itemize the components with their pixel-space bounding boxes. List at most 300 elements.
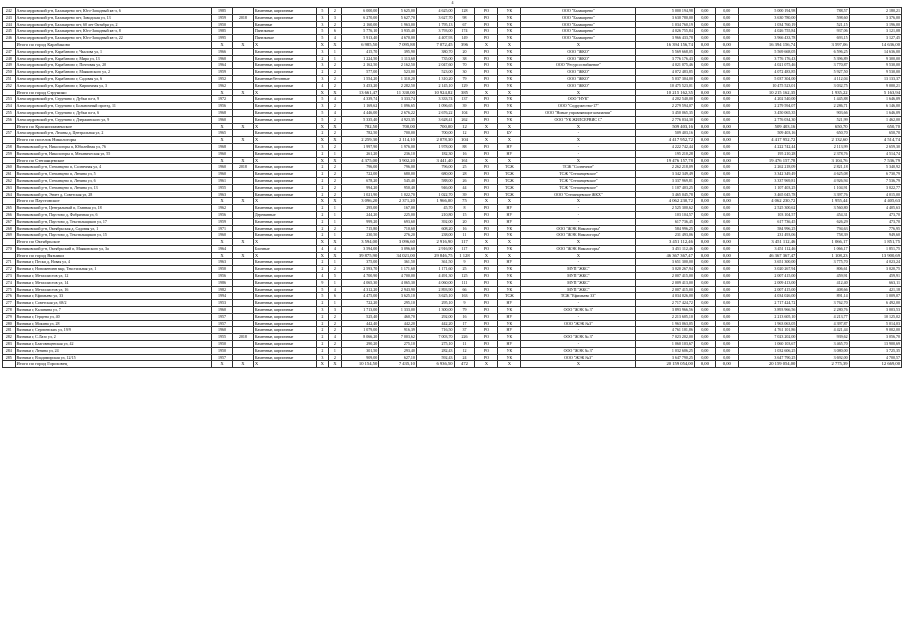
cell-y1: 1960 [212,164,233,171]
cell-y2 [232,218,253,225]
cell-mat: Каменные, кирпичные [253,143,316,150]
cell-a2: 1 333,00 [379,307,417,314]
table-row [3,103,902,110]
cell-en: 4 [329,286,342,293]
cell-f2: 2 821,18 [797,164,849,171]
cell-f3: 9 530,00 [849,62,901,69]
cell-org: ООО "ЖЭК №3" [521,354,636,361]
cell-y1: 1962 [212,82,233,89]
cell-res: 104 [454,109,475,116]
cell-org: ООО "Балакирево" [521,28,636,35]
cell-no: 261 [3,171,16,178]
cell-y1: X [212,137,233,144]
cell-org: ООО "ЖЭК Никологоры" [521,232,636,239]
table-row [3,8,902,15]
cell-addr: Итого по Степанцевское [15,157,212,164]
cell-addr: Александровский р-н, Карабаново г, Кирпичная ул, 3 [15,82,212,89]
cell-en: 4 [329,35,342,42]
cell-mat: Каменные, кирпичные [253,327,316,334]
cell-y2 [232,35,253,42]
cell-a3: 3 625,10 [416,293,454,300]
table-row [3,259,902,266]
cell-z1: 0,00 [694,313,715,320]
cell-f1: 46 367 367,47 [738,252,797,259]
cell-area: 909,00 [341,354,379,361]
cell-en: X [329,41,342,48]
cell-y2 [232,347,253,354]
cell-mat: Каменные, кирпичные [253,177,316,184]
cell-no: 250 [3,69,16,76]
table-row [3,109,902,116]
cell-z1: 0,00 [694,320,715,327]
cell-a3: 1 096,65 [416,103,454,110]
cell-mat: Каменные, кирпичные [253,341,316,348]
cell-res: 161 [454,157,475,164]
cell-cat: РО [475,259,498,266]
cell-z2: 0,00 [715,327,738,334]
cell-f1: 19 476 157,78 [738,157,797,164]
cell-area: 295,00 [341,205,379,212]
cell-addr: Вязниковский р-н, Паустово д, Текстильщиков ул, 15 [15,232,212,239]
cell-a2: 276,20 [379,232,417,239]
cell-cat: РО [475,35,498,42]
cell-en: 2 [329,8,342,15]
cell-a3: 3 333,74 [416,96,454,103]
cell-z2: 0,00 [715,266,738,273]
cell-no: 251 [3,75,16,82]
cell-addr: Вязники г, Ефимьево ул, 33 [15,293,212,300]
cell-no: 273 [3,273,16,280]
cell-f2: 4 421,44 [797,327,849,334]
cell-y2 [232,177,253,184]
cell-fl: 5 [316,35,329,42]
cell-f2: 454,31 [797,211,849,218]
cell-z2: 0,00 [715,259,738,266]
cell-a3: 2 893,90 [416,286,454,293]
cell-y1: X [212,361,233,368]
cell-cost: 2 213 605,10 [636,313,695,320]
cell-y2 [232,279,253,286]
cell-cat: РО [475,205,498,212]
cell-sp: УК [498,62,521,69]
cell-addr: Александровский р-н, Струнино г, Больничный проезд, 11 [15,103,212,110]
total-row [3,239,902,246]
cell-area: 2 593,70 [341,266,379,273]
cell-z2: 0,00 [715,62,738,69]
cell-z2: 0,00 [715,164,738,171]
cell-area: 2 259,30 [341,137,379,144]
cell-fl: 9 [316,279,329,286]
cell-f2: 521,99 [797,116,849,123]
cell-y2 [232,143,253,150]
cell-addr: Вязники г, Мокина ул, 28 [15,320,212,327]
cell-addr: Вязники г, Благовещенская ул, 42 [15,341,212,348]
cell-f3: 9 300,00 [849,55,901,62]
cell-en: 6 [329,293,342,300]
cell-cat: РО [475,109,498,116]
cell-f2: 650,70 [797,123,849,130]
cell-area: 715,80 [341,225,379,232]
cell-res: 128 [454,8,475,15]
cell-z2: 0,00 [715,286,738,293]
cell-f2: 4 213,77 [797,313,849,320]
cell-y1: X [212,123,233,130]
cell-fl: 5 [316,293,329,300]
table-row [3,62,902,69]
cell-no: 244 [3,21,16,28]
cell-no: 255 [3,109,16,116]
cell-mat: Каменные, кирпичные [253,69,316,76]
cell-sp: УК [498,334,521,341]
cell-mat: Каменные, кирпичные [253,55,316,62]
cell-sp: ТСЖ [498,164,521,171]
cell-res: 16 [454,150,475,157]
cell-res: 8 [454,205,475,212]
cell-y1: 1956 [212,211,233,218]
cell-y2: 2018 [232,14,253,21]
cell-a3: 282,43 [416,347,454,354]
cell-cost: 1 060 103,67 [636,341,695,348]
cell-en: 4 [329,245,342,252]
cell-y1: 1961 [212,177,233,184]
cell-sp: УК [498,55,521,62]
cell-f3: 459,91 [849,273,901,280]
cell-a2: 4 065,30 [379,279,417,286]
cell-a2: 167,00 [379,205,417,212]
cell-fl: 2 [316,225,329,232]
cell-area: 4 339,74 [341,96,379,103]
cell-addr: Александровский р-н, Карабаново г, Мира ул, 13 [15,55,212,62]
table-row [3,75,902,82]
cell-a3: 4 625,00 [416,8,454,15]
cell-z1: 0,00 [694,307,715,314]
cell-y2 [232,286,253,293]
cell-f2: 459,91 [797,273,849,280]
cell-f3: 4 015,00 [849,191,901,198]
cell-org: ООО "ЖКО" [521,75,636,82]
cell-sp: X [498,361,521,368]
cell-area: 261,20 [341,150,379,157]
table-row [3,354,902,361]
cell-cat: РО [475,347,498,354]
cell-y2: X [232,137,253,144]
cell-f3: 7 536,79 [849,177,901,184]
cell-res: 174 [454,28,475,35]
cell-cost: 3 776 176,43 [636,55,695,62]
cell-org: ООО "УК ЖИЛСЕРВИС С" [521,116,636,123]
cell-cat: РО [475,55,498,62]
cell-mat: Каменные, кирпичные [253,320,316,327]
cell-cat: РО [475,232,498,239]
cell-fl: 3 [316,307,329,314]
cell-a2: 710,60 [379,225,417,232]
cell-cost: 1 963 063,05 [636,320,695,327]
cell-mat: Каменные, кирпичные [253,103,316,110]
cell-res: 17 [454,320,475,327]
cell-z2: 0,00 [715,130,738,137]
cell-sp: УК [498,48,521,55]
cell-en: 2 [329,341,342,348]
table-row [3,96,902,103]
cell-a2: 3 333,74 [379,96,417,103]
cell-fl: 2 [316,259,329,266]
cell-org: ООО "Балакирево" [521,21,636,28]
cell-addr: Александровский р-н, Балакирево пгт, 60 лет Октября ул, 2 [15,21,212,28]
cell-y1: 1964 [212,245,233,252]
cell-org: X [521,239,636,246]
cell-no: 283 [3,341,16,348]
cell-z1: 0,00 [694,177,715,184]
cell-fl: X [316,252,329,259]
cell-mat: Каменные, кирпичные [253,232,316,239]
cell-y1: X [212,239,233,246]
cell-area: 5 776,10 [341,28,379,35]
cell-cost: 617 736,45 [636,218,695,225]
cell-z2: 0,00 [715,96,738,103]
cell-area: 10 154,50 [341,361,379,368]
cell-cost: 10 475 523,01 [636,82,695,89]
cell-z1: 0,00 [694,259,715,266]
cell-f3: 13 133,37 [849,75,901,82]
cell-sp: УК [498,320,521,327]
cell-f3: 4 023,24 [849,259,901,266]
cell-mat: Каменные, кирпичные [253,307,316,314]
table-row [3,286,902,293]
total-row [3,89,902,96]
cell-org: ТСЖ "Степанцевское" [521,177,636,184]
cell-area: 1 713,00 [341,307,379,314]
table-row [3,232,902,239]
cell-no: 269 [3,232,16,239]
cell-en: 2 [329,130,342,137]
cell-cat: РО [475,48,498,55]
cell-y2 [232,55,253,62]
cell-res: 117 [454,239,475,246]
cell-res: 226 [454,334,475,341]
table-row [3,347,902,354]
cell-a2: 1 113,60 [379,55,417,62]
cell-cost: 2 262 218,09 [636,164,695,171]
cell-f1: 1 060 103,67 [738,341,797,348]
cell-cost: 46 367 367,47 [636,252,695,259]
cell-fl: 2 [316,184,329,191]
cell-y2 [232,259,253,266]
cell-no: 285 [3,354,16,361]
cell-no: 271 [3,259,16,266]
cell-z1: 0,00 [694,273,715,280]
cell-addr: Вязники г, Пески д, Новая ул, 4 [15,259,212,266]
cell-cat: РО [475,143,498,150]
cell-cat: РО [475,21,498,28]
cell-no: 263 [3,184,16,191]
cell-addr: Вязниковский р-н, Степанцево п, Солнечная ул, 4 [15,164,212,171]
cell-z1: 0,00 [694,164,715,171]
cell-cat: РО [475,62,498,69]
cell-a2: 275,10 [379,341,417,348]
cell-y2 [232,354,253,361]
cell-no: 260 [3,164,16,171]
cell-org: ООО "ЖКО" [521,82,636,89]
cell-en: 2 [329,191,342,198]
cell-y2 [232,245,253,252]
cell-f2: 5 396,89 [797,55,849,62]
cell-f2: 2 775,39 [797,361,849,368]
cell-cat: РО [475,75,498,82]
cell-y2: X [232,123,253,130]
total-row [3,252,902,259]
cell-org: X [521,198,636,205]
cell-fl: 2 [316,320,329,327]
cell-cat: РО [475,191,498,198]
cell-cat: РО [475,245,498,252]
cell-a3: 796,00 [416,164,454,171]
cell-en: 2 [329,327,342,334]
cell-f2: 788,57 [797,8,849,15]
cell-y2: X [232,361,253,368]
cell-z1: 0,00 [694,327,715,334]
cell-org: ТСЖ "Степанцевское" [521,171,636,178]
cell-z2: 0,00 [715,137,738,144]
cell-a2: 3 935,40 [379,28,417,35]
cell-area: 415,70 [341,48,379,55]
cell-mat: Каменные, кирпичные [253,279,316,286]
cell-en: 2 [329,21,342,28]
cell-org: - [521,205,636,212]
cell-y1: 1960 [212,327,233,334]
cell-addr: Итого по поселок Никологоры [15,137,212,144]
cell-a2: 460,70 [379,313,417,320]
cell-area: 994,20 [341,184,379,191]
cell-y2 [232,150,253,157]
cell-no: 265 [3,205,16,212]
cell-cat: РО [475,225,498,232]
cell-cost: 2 279 594,07 [636,103,695,110]
cell-z2: 0,00 [715,55,738,62]
cell-z1: 0,00 [694,123,715,130]
cell-fl: 2 [316,266,329,273]
cell-area: 6 270,00 [341,14,379,21]
cell-f2: 2 378,76 [797,150,849,157]
cell-f1: 20 159 054,00 [738,361,797,368]
cell-res: 25 [454,164,475,171]
cell-f3: 4 700,57 [849,354,901,361]
cell-f2: 4 112,04 [797,75,849,82]
cell-fl: X [316,123,329,130]
cell-mat: X [253,157,316,164]
table-row [3,327,902,334]
cell-y1: 1956 [212,273,233,280]
cell-res: 117 [454,245,475,252]
cell-mat: Блочные [253,245,316,252]
cell-z2: 0,00 [715,21,738,28]
cell-a3: 1 966,00 [416,198,454,205]
cell-no: 258 [3,143,16,150]
cell-f2: 4 926,94 [797,177,849,184]
page-number: 4 [451,0,454,5]
cell-cat: X [475,123,498,130]
cell-z2: 0,00 [715,347,738,354]
cell-y1: 1950 [212,347,233,354]
cell-f2: 1 935,22 [797,89,849,96]
cell-en: 2 [329,171,342,178]
cell-a3: 680,00 [416,171,454,178]
cell-cat: РО [475,293,498,300]
cell-f3: 1 851,75 [849,239,901,246]
cell-a3: 380,70 [416,48,454,55]
cell-a2: 236,10 [379,150,417,157]
cell-fl: 2 [316,300,329,307]
cell-a2: 700,00 [379,123,417,130]
cell-sp: УК [498,69,521,76]
cell-f1: 2 525 300,62 [738,205,797,212]
cell-f3: 3 725,35 [849,347,901,354]
cell-sp: X [498,137,521,144]
cell-no: 276 [3,293,16,300]
cell-sp: УК [498,75,521,82]
cell-sp: НУ [498,143,521,150]
cell-no: 281 [3,327,16,334]
cell-no [3,198,16,205]
cell-a2: 1 310,20 [379,75,417,82]
cell-y1: 1950 [212,341,233,348]
cell-sp: X [498,89,521,96]
cell-y2: X [232,252,253,259]
cell-cat: РО [475,103,498,110]
cell-a3: 2 047,60 [416,62,454,69]
cell-res: 149 [454,35,475,42]
cell-sp: УК [498,266,521,273]
cell-area: 8 066,20 [341,334,379,341]
cell-y1: X [212,157,233,164]
cell-a3: 295,10 [416,300,454,307]
cell-mat: Каменные, кирпичные [253,116,316,123]
cell-mat: Каменные, кирпичные [253,164,316,171]
cell-a2: 7 003,62 [379,334,417,341]
cell-f2: 1 066,17 [797,239,849,246]
cell-res: 12 [454,347,475,354]
cell-en: 2 [329,313,342,320]
cell-no: 247 [3,48,16,55]
cell-a2: 442,20 [379,320,417,327]
cell-area: 3 453,20 [341,82,379,89]
total-row [3,198,902,205]
cell-a3: 392,00 [416,218,454,225]
table-row [3,184,902,191]
cell-z1: 0,00 [694,239,715,246]
cell-a2: 5 627,70 [379,14,417,21]
cell-area: 678,20 [341,177,379,184]
cell-f2: 3 080,00 [797,347,849,354]
cell-cost: 2 007 415,00 [636,286,695,293]
cell-f3: 13 900,69 [849,341,901,348]
cell-cost: 1 107 403,25 [636,184,695,191]
cell-sp: X [498,157,521,164]
cell-no: 253 [3,96,16,103]
cell-fl: 5 [316,8,329,15]
cell-cost: 4 034 026,00 [636,293,695,300]
cell-a3: 3 628,41 [416,116,454,123]
cell-sp: ТСЖ [498,171,521,178]
cell-z2: 0,00 [715,354,738,361]
cell-en: X [329,361,342,368]
cell-res: 163 [454,293,475,300]
cell-no: 245 [3,28,16,35]
cell-z1: 0,00 [694,109,715,116]
cell-sp: НУ [498,327,521,334]
cell-org: X [521,41,636,48]
cell-res: 66 [454,286,475,293]
cell-z2: 0,00 [715,293,738,300]
